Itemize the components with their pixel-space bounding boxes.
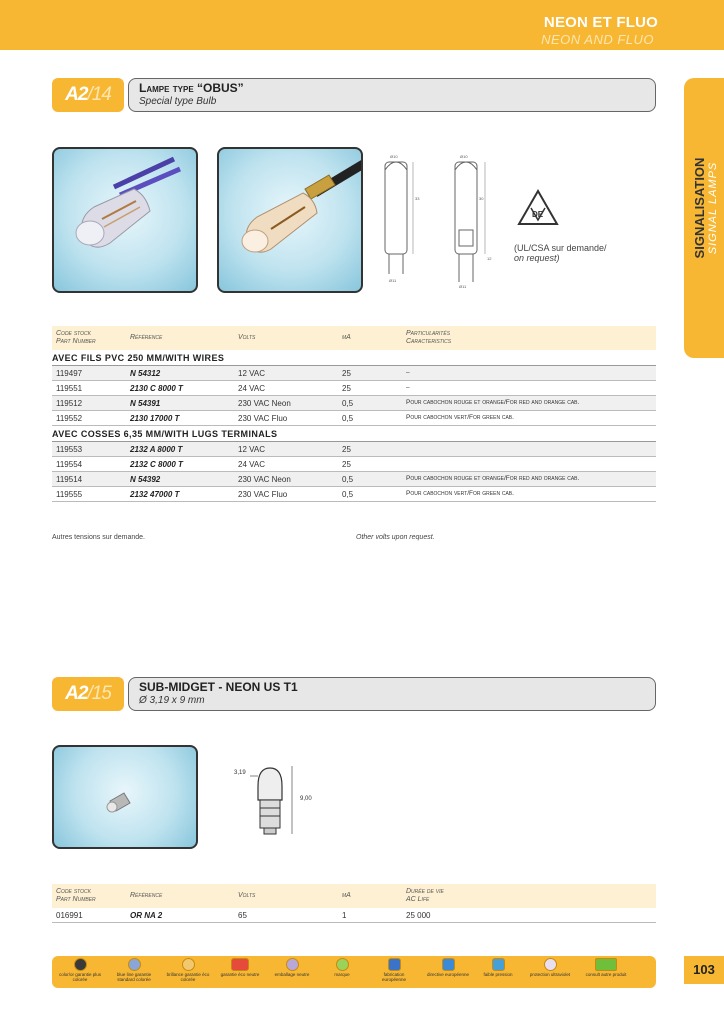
- group-rows-lugs: [52, 442, 656, 502]
- section-subtitle: Special type Bulb: [139, 96, 217, 107]
- certification-note-line2: on request): [514, 253, 560, 263]
- brand-icon: marque: [320, 958, 364, 977]
- page-title: NEON ET FLUO: [543, 14, 658, 31]
- section-code-badge: [52, 677, 124, 711]
- table-row[interactable]: 119497 N 54312 12 VAC 25 –: [52, 366, 656, 381]
- side-category-tab[interactable]: [684, 78, 724, 358]
- brilliance-icon: brillance garantie éco colorée: [166, 958, 210, 982]
- col-code-header: Code stock Part Number: [56, 330, 96, 345]
- note-other-volts-fr: Autres tensions sur demande.: [52, 534, 145, 541]
- dim-base-2: Ø11: [459, 284, 467, 289]
- section-a2-15-header: [52, 677, 656, 713]
- col-ma-header: mA: [342, 334, 351, 341]
- europe-icon: fabrication européenne: [372, 958, 416, 982]
- dim-top-1: Ø10: [390, 154, 398, 159]
- section-code-number: /15: [87, 683, 111, 704]
- table-row[interactable]: 119555 2132 47000 T 230 VAC Fluo 0,5 Pour cabochon vert/For green cab.: [52, 487, 656, 502]
- product-photo-submidget: [52, 745, 198, 849]
- product-table-a2-15: [52, 884, 656, 923]
- col-ref-header: Référence: [130, 334, 163, 341]
- page-subtitle: NEON AND FLUO: [541, 32, 654, 47]
- col-part-header: Particularités Caracteristics: [406, 330, 452, 345]
- page-number: 103: [684, 956, 724, 984]
- col-volts-header: Volts: [238, 892, 256, 899]
- dim-length-1: 33: [415, 196, 420, 201]
- section-title-box: [128, 677, 656, 711]
- section-title: Lampe type “OBUS”: [139, 81, 244, 95]
- section-code-main: A2: [65, 683, 88, 704]
- footer-legend-band: [52, 956, 656, 988]
- dim-top-2: Ø10: [460, 154, 468, 159]
- side-tab-title: SIGNALISATION: [692, 157, 707, 259]
- dim-height: 9,00: [300, 796, 312, 802]
- section-a2-14-header: [52, 78, 656, 114]
- table-row[interactable]: 119552 2130 17000 T 230 VAC Fluo 0,5 Pour cabochon vert/For green cab.: [52, 411, 656, 426]
- side-tab-text: [688, 68, 724, 348]
- group-rows-wires: [52, 366, 656, 426]
- col-life-header: Durée de vie AC Life: [406, 888, 444, 903]
- blue-icon: blue line garantie standard colorée: [112, 958, 156, 982]
- group-title-lugs: AVEC COSSES 6,35 MM/WITH LUGS TERMINALS: [52, 426, 656, 442]
- bulb-with-lugs-icon: [219, 149, 363, 293]
- eco-icon: garantie éco neutre: [218, 958, 262, 977]
- color-icon: color/or garantie plus colorée: [58, 958, 102, 982]
- section-code-number: /14: [87, 84, 111, 105]
- product-photo-lugs: [217, 147, 363, 293]
- table-row[interactable]: 016991 OR NA 2 65 1 25 000: [52, 908, 656, 923]
- vde-mark-text: DE: [532, 210, 544, 219]
- col-volts-header: Volts: [238, 334, 256, 341]
- product-photo-wires: [52, 147, 198, 293]
- packaging-icon: emballage neutre: [270, 958, 314, 977]
- col-code-header: Code stock Part Number: [56, 888, 96, 903]
- certification-note: [514, 243, 607, 263]
- table-row[interactable]: 119553 2132 A 8000 T 12 VAC 25: [52, 442, 656, 457]
- note-other-volts-en: Other volts upon request.: [356, 534, 435, 541]
- pressure-icon: faible pression: [476, 958, 520, 977]
- table-row[interactable]: 119514 N 54392 230 VAC Neon 0,5 Pour cabochon rouge et orange/For red and orange cab.: [52, 472, 656, 487]
- section-title: SUB-MIDGET - NEON US T1: [139, 680, 298, 694]
- dim-diameter: 3,19: [234, 770, 246, 776]
- certification-note-line1: (UL/CSA sur demande/: [514, 243, 607, 253]
- section-subtitle: Ø 3,19 x 9 mm: [139, 695, 205, 706]
- submidget-dimension-diagram: [228, 756, 328, 846]
- dim-lug: 12: [487, 256, 492, 261]
- table-row[interactable]: 119512 N 54391 230 VAC Neon 0,5 Pour cabochon rouge et orange/For red and orange cab.: [52, 396, 656, 411]
- side-tab-subtitle: SIGNAL LAMPS: [707, 161, 719, 255]
- col-ref-header: Référence: [130, 892, 163, 899]
- vde-certification-icon: [516, 188, 560, 228]
- table-row[interactable]: 119551 2130 C 8000 T 24 VAC 25 –: [52, 381, 656, 396]
- col-ma-header: mA: [342, 892, 351, 899]
- protection-icon: protection ultraviolet: [528, 958, 572, 977]
- product-icon: consult autre produit: [584, 958, 628, 977]
- group-title-wires: AVEC FILS PVC 250 MM/WITH WIRES: [52, 350, 656, 366]
- table-header: [52, 326, 656, 350]
- header-band: [0, 0, 724, 50]
- section-code-main: A2: [65, 84, 88, 105]
- dim-base-1: Ø11: [389, 278, 397, 283]
- section-title-box: [128, 78, 656, 112]
- dim-length-2: 30: [479, 196, 484, 201]
- product-table-a2-14: [52, 326, 656, 502]
- section-code-badge: [52, 78, 124, 112]
- dimension-diagram: [375, 150, 505, 290]
- table-row[interactable]: 119554 2132 C 8000 T 24 VAC 25: [52, 457, 656, 472]
- directive-icon: directive européenne: [426, 958, 470, 977]
- submidget-bulb-icon: [54, 747, 198, 849]
- table-header: [52, 884, 656, 908]
- bulb-with-wires-icon: [54, 149, 198, 293]
